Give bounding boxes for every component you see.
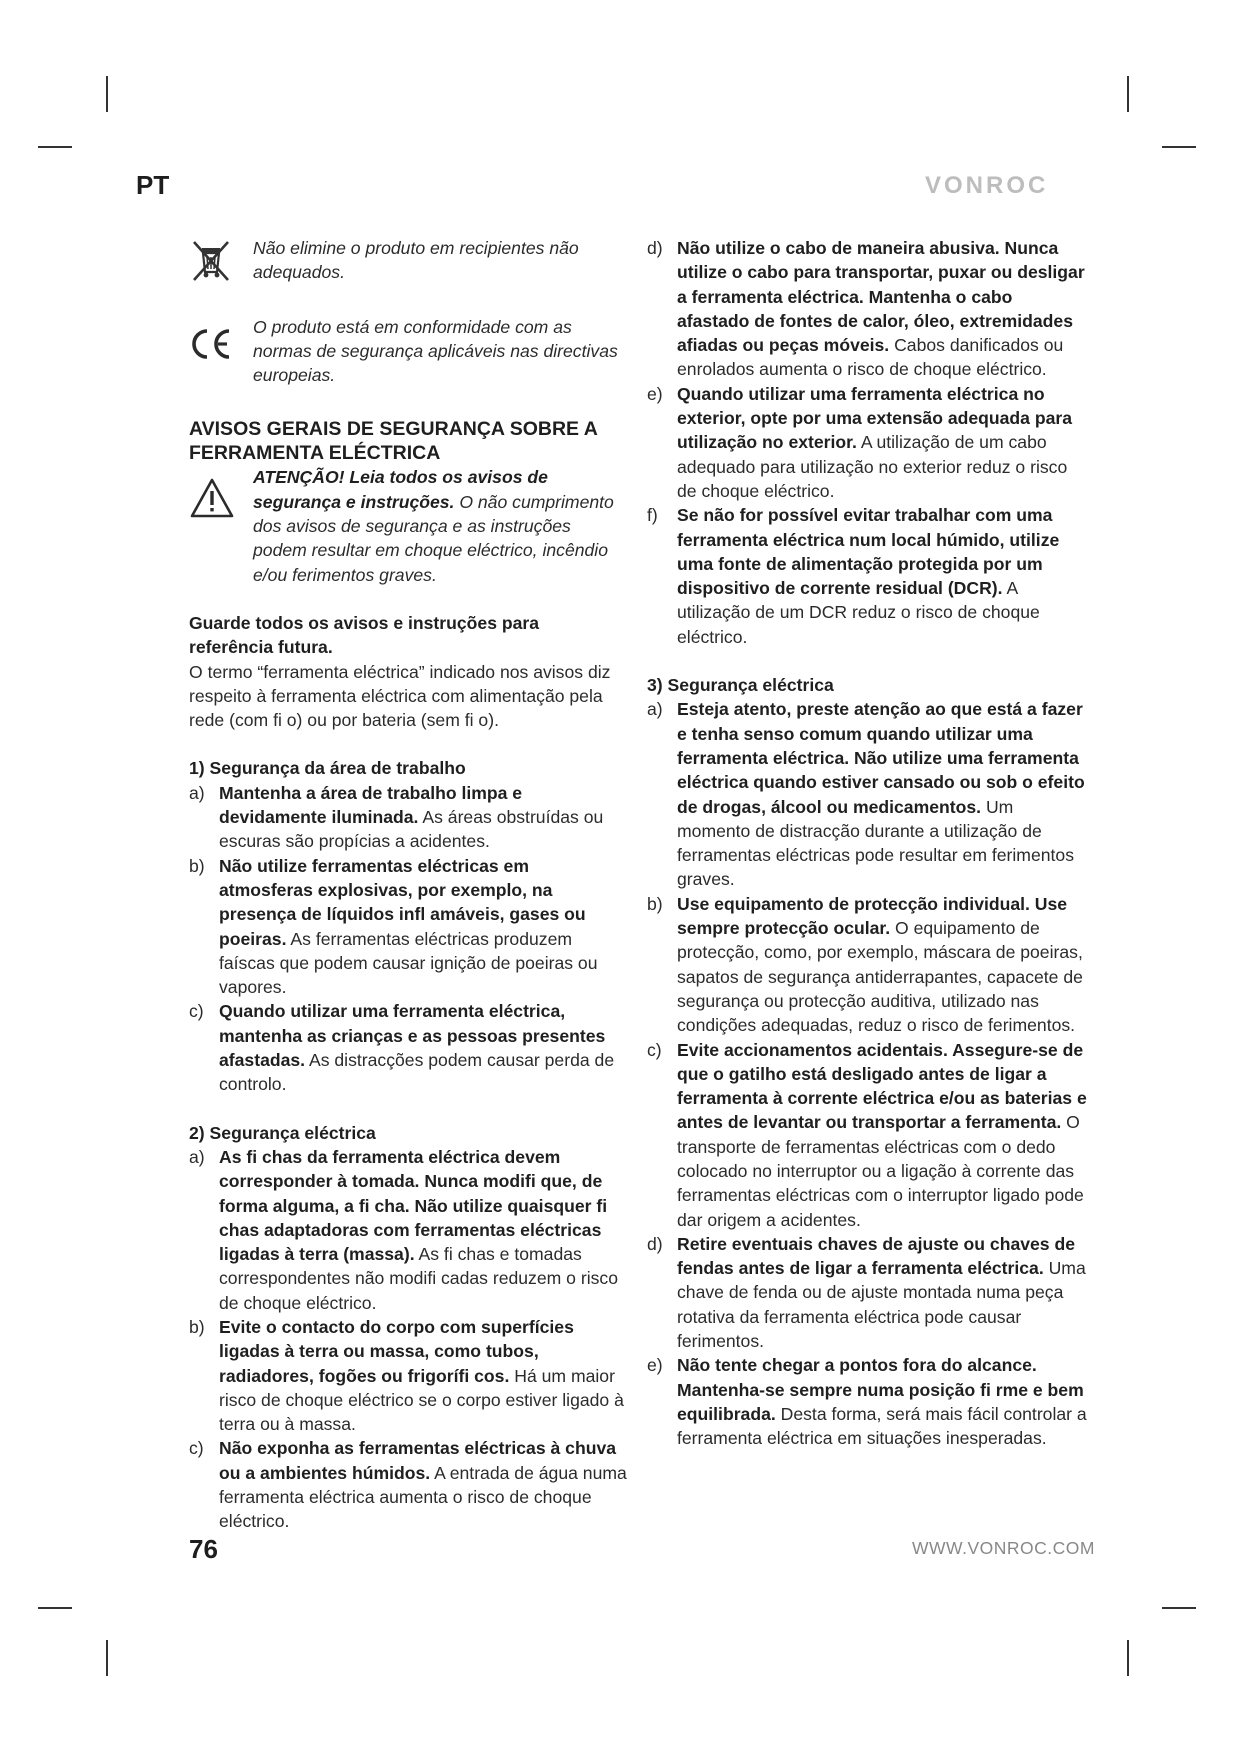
crop-mark <box>1162 1607 1196 1609</box>
keep-instructions: Guarde todos os avisos e instruções para referência futura. <box>189 612 540 658</box>
item-text: O equipamento de protecção, como, por exemplo, máscara de poeiras, sapatos de segurança antiderrapantes, capacete de segurança ou protecção auditiva, utilizado nas condições adequadas, reduz o risco de ferimentos. <box>677 918 1083 1036</box>
list-item <box>189 781 627 854</box>
list-item <box>189 854 627 1000</box>
list-item <box>189 1145 627 1315</box>
section-number: 2) <box>189 1122 205 1143</box>
item-bold: Não exponha as ferramentas eléctricas à chuva ou a ambientes húmidos. <box>219 1438 617 1483</box>
list-item <box>647 1232 1087 1353</box>
crop-mark <box>38 1607 72 1609</box>
crop-mark <box>1127 1640 1129 1676</box>
list-item <box>189 1315 627 1436</box>
item-bold: Mantenha a área de trabalho limpa e devidamente iluminada. <box>219 782 523 828</box>
item-letter: c) <box>647 1039 662 1060</box>
item-letter: a) <box>647 699 663 720</box>
item-text: Um momento de distracção durante a utilização de ferramentas eléctricas pode resultar em ferimentos graves. <box>677 796 1075 890</box>
crop-mark <box>38 146 72 148</box>
attention-block <box>189 465 627 586</box>
ce-mark-icon <box>189 327 235 367</box>
section-1-title <box>189 756 627 780</box>
item-letter: a) <box>189 1146 205 1167</box>
item-text: Uma chave de fenda ou de ajuste montada numa peça rotativa da ferramenta eléctrica pode causar ferimentos. <box>677 1258 1086 1352</box>
item-letter: d) <box>647 238 663 258</box>
language-label: PT <box>136 170 170 200</box>
general-warnings-heading: AVISOS GERAIS DE SEGURANÇA SOBRE A FERRAMENTA ELÉCTRICA <box>189 418 598 465</box>
item-letter: c) <box>189 1001 204 1022</box>
ce-notice <box>189 315 627 388</box>
item-text: Cabos danificados ou enrolados aumenta o risco de choque eléctrico. <box>677 335 1064 380</box>
section-title: Segurança da área de trabalho <box>209 758 466 779</box>
item-bold: Use equipamento de protecção individual. Use sempre protecção ocular. <box>677 893 1068 939</box>
section-number: 3) <box>647 675 663 696</box>
item-text: A utilização de um cabo adequado para utilização no exterior reduz o risco de choque eléctrico. <box>677 432 1068 501</box>
item-letter: a) <box>189 782 205 803</box>
disposal-text: Não elimine o produto em recipientes não adequados. <box>253 238 579 283</box>
item-bold: Não tente chegar a pontos fora do alcance. Mantenha-se sempre numa posição fi rme e bem equilibrada. <box>677 1355 1084 1424</box>
item-text: As áreas obstruídas ou escuras são propícias a acidentes. <box>219 807 604 852</box>
page-number: 76 <box>189 1534 218 1564</box>
list-item <box>189 999 627 1096</box>
warning-triangle-icon <box>189 477 235 525</box>
attention-text <box>189 465 627 586</box>
list-item <box>647 1038 1087 1232</box>
item-letter: e) <box>647 383 663 404</box>
list-item <box>647 236 1087 382</box>
item-letter: b) <box>189 1316 205 1337</box>
list-item <box>647 382 1087 503</box>
crossed-out-wheelie-bin-icon <box>189 238 233 288</box>
item-text: Há um maior risco de choque eléctrico se o corpo estiver ligado à terra ou à massa. <box>219 1365 624 1435</box>
item-text: A utilização de um DCR reduz o risco de choque eléctrico. <box>677 578 1040 647</box>
list-item <box>647 892 1087 1038</box>
item-bold: Evite accionamentos acidentais. Assegure-se de que o gatilho está desligado antes de ligar a ferramenta à corrente eléctrica e/ou as baterias e antes de levantar ou transportar a ferramenta. <box>677 1039 1087 1133</box>
ce-text: O produto está em conformidade com as normas de segurança aplicáveis nas directivas europeias. <box>253 316 618 386</box>
item-letter: b) <box>189 855 205 876</box>
item-text: As fi chas e tomadas correspondentes não modifi cadas reduzem o risco de choque eléctrico. <box>219 1244 619 1313</box>
item-bold: Não utilize o cabo de maneira abusiva. Nunca utilize o cabo para transportar, puxar ou desligar a ferramenta eléctrica. Mantenha o cabo afastado de fontes de calor, óleo, extremidades afiadas ou peças móveis. <box>677 238 1085 356</box>
list-item <box>647 503 1087 649</box>
item-bold: Não utilize ferramentas eléctricas em atmosferas explosivas, por exemplo, na presença de líquidos infl amáveis, gases ou poeiras. <box>219 855 586 949</box>
section-title: Segurança eléctrica <box>667 675 834 696</box>
power-tool-definition: O termo “ferramenta eléctrica” indicado nos avisos diz respeito à ferramenta eléctrica com alimentação pela rede (com fi o) ou por bateria (sem fi o). <box>189 661 611 731</box>
crop-mark <box>106 1640 108 1676</box>
section-3-title <box>647 673 1087 697</box>
section-2-title <box>189 1121 627 1145</box>
item-bold: As fi chas da ferramenta eléctrica devem corresponder à tomada. Nunca modifi que, de forma alguma, a fi cha. Não utilize quaisquer fi chas adaptadoras com ferramentas eléctricas ligadas à terra (massa). <box>219 1146 608 1265</box>
item-letter: c) <box>189 1438 204 1459</box>
attention-bold: ATENÇÃO! Leia todos os avisos de segurança e instruções. <box>253 467 548 512</box>
list-item <box>647 1353 1087 1450</box>
item-letter: b) <box>647 893 663 914</box>
item-bold: Esteja atento, preste atenção ao que está a fazer e tenha senso comum quando utilizar uma ferramenta eléctrica. Não utilize uma ferramenta eléctrica quando estiver cansado ou sob o efeito de drogas, álcool ou medicamentos. <box>677 699 1085 817</box>
brand-logo: VONROC <box>925 172 1049 199</box>
website-link[interactable]: WWW.VONROC.COM <box>912 1538 1095 1558</box>
list-item <box>647 697 1087 891</box>
item-text: A entrada de água numa ferramenta eléctrica aumenta o risco de choque eléctrico. <box>219 1462 627 1532</box>
section-number: 1) <box>189 758 205 779</box>
item-bold: Retire eventuais chaves de ajuste ou chaves de fendas antes de ligar a ferramenta eléctrica. <box>677 1233 1075 1279</box>
attention-body: O não cumprimento dos avisos de segurança e as instruções podem resultar em choque eléctrico, incêndio e/ou ferimentos graves. <box>253 491 614 585</box>
section-title: Segurança eléctrica <box>209 1122 376 1143</box>
crop-mark <box>1162 146 1196 148</box>
disposal-notice <box>189 236 627 285</box>
left-column <box>189 236 627 1534</box>
item-text: As distracções podem causar perda de controlo. <box>219 1050 615 1095</box>
item-text: O transporte de ferramentas eléctricas com o dedo colocado no interruptor ou a ligação à corrente das ferramentas eléctricas com o interruptor ligado pode dar origem a acidentes. <box>677 1112 1084 1230</box>
crop-mark <box>1127 76 1129 112</box>
item-text: Desta forma, será mais fácil controlar a ferramenta eléctrica em situações inesperadas. <box>677 1403 1087 1449</box>
item-bold: Quando utilizar uma ferramenta eléctrica, mantenha as crianças e as pessoas presentes afastadas. <box>219 1001 606 1071</box>
item-bold: Quando utilizar uma ferramenta eléctrica no exterior, opte por uma extensão adequada para utilização no exterior. <box>677 383 1073 453</box>
crop-mark <box>106 76 108 112</box>
item-letter: d) <box>647 1233 663 1254</box>
item-letter: f) <box>647 505 658 526</box>
list-item <box>189 1436 627 1533</box>
item-letter: e) <box>647 1355 663 1376</box>
item-bold: Se não for possível evitar trabalhar com uma ferramenta eléctrica num local húmido, utilize uma fonte de alimentação protegida por um dispositivo de corrente residual (DCR). <box>677 505 1060 599</box>
right-column <box>647 236 1087 1451</box>
item-text: As ferramentas eléctricas produzem faíscas que podem causar ignição de poeiras ou vapores. <box>219 928 598 998</box>
item-bold: Evite o contacto do corpo com superfícies ligadas à terra ou massa, como tubos, radiadores, fogões ou frigorífi cos. <box>219 1316 574 1386</box>
